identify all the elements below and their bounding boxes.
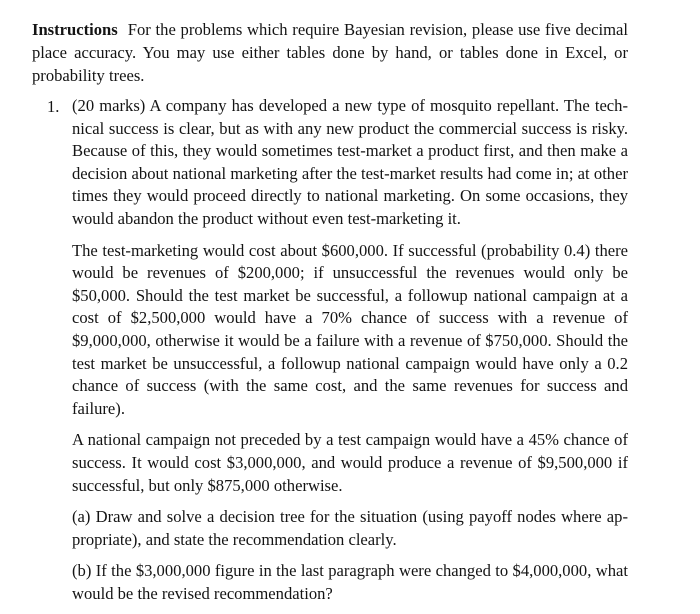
problem-body — [72, 95, 628, 614]
instructions-block — [32, 18, 628, 87]
question-b: (b) If the $3,000,000 figure in the last paragraph were changed to $4,000,000, what would be the revised recommendation? — [72, 561, 628, 603]
test-marketing-paragraph: The test-marketing would cost about $600,000. If successful (probability 0.4) there would be revenues of $200,000; if unsuccessful the revenues would only be $50,000. Should the test market be successful, a followup national campaign at a cost of $2,500,000 would have a 70% chance of success with a revenue of $9,000,000, otherwise it would be a failure with a revenue of $750,000. Should the test market be unsuccessful, a followup national campaign would have only a 0.2 chance of success (with the same cost, and the same revenues for success and failure). — [72, 240, 628, 418]
question-a: (a) Draw and solve a decision tree for the situation (using payoff nodes where appropriate), and state the recommendation clearly. — [72, 507, 628, 549]
problem-intro-paragraph: (20 marks) A company has developed a new type of mosquito repellant. The technical success is clear, but as with any new product the commercial success is risky. Because of this, they would sometimes test-market a product first, and then make a decision about national marketing after the test-market results had come in; at other times they would proceed directly to national marketing. On some occasions, they would abandon the product without even test-marketing it. — [72, 96, 628, 228]
national-campaign-paragraph: A national campaign not preceded by a test campaign would have a 45% chance of success. It would cost $3,000,000, and would produce a revenue of $9,500,000 if successful, but only $875,000 otherwise. — [72, 430, 628, 495]
instructions-heading: Instructions — [32, 20, 118, 39]
instructions-text: For the problems which require Bayesian revision, please use five decimal place accuracy. You may use either tables done by hand, or tables done in Excel, or probability trees. — [32, 20, 628, 85]
problem-number: 1. — [47, 97, 60, 116]
